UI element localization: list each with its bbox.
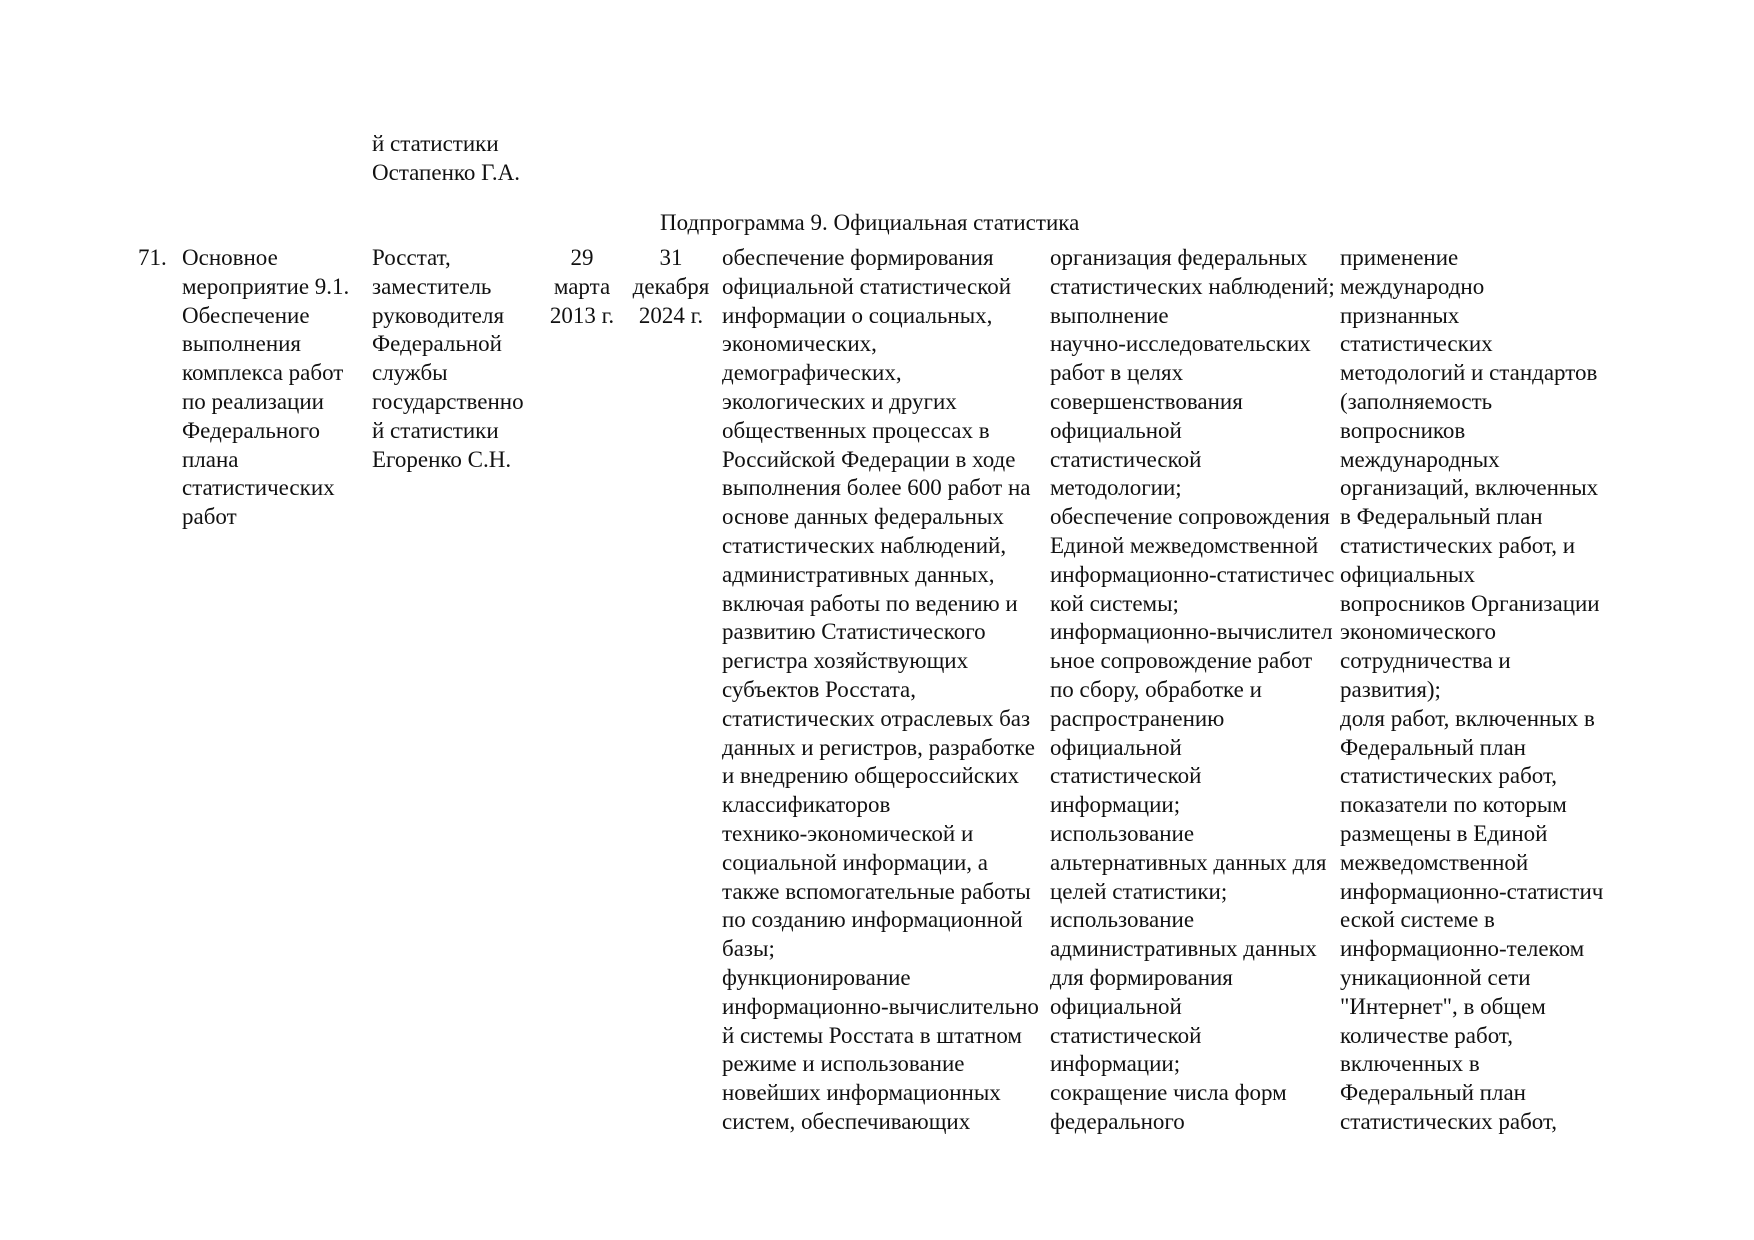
- end-date: 31 декабря 2024 г.: [632, 245, 710, 328]
- previous-row-executor-continuation: й статистики Остапенко Г.А.: [372, 131, 520, 185]
- related-indicators: применение международно признанных статистических методологий и стандартов (заполняемость вопросников международных организаций, включенных в Федеральный план статистических работ, и официальных вопросников Организации экономического сотрудничества и развития); доля работ, включенных в Федеральный план статистических работ, показатели по которым размещены в Единой межведомственной информационно-статистич еской системе в информационно-телеком уникационной сети "Интернет", в общем количестве работ, включенных в Федеральный план статистических работ,: [1340, 245, 1604, 1134]
- expected-result: обеспечение формирования официальной статистической информации о социальных, экономических, демографических, экологических и других общественных процессах в Российской Федерации в ходе выполнения более 600 работ на основе данных федеральных статистических наблюдений, административных данных, включая работы по ведению и развитию Статистического регистра хозяйствующих субъектов Росстата, статистических отраслевых баз данных и регистров, разработке и внедрению общероссийских классификаторов технико-экономической и социальной информации, а также вспомогательные работы по созданию информационной базы; функционирование информационно-вычислительно й системы Росстата в штатном режиме и использование новейших информационных систем, обеспечивающих: [722, 245, 1039, 1134]
- row-number: 71.: [138, 245, 167, 270]
- subprogram-heading: Подпрограмма 9. Официальная статистика: [660, 210, 1080, 235]
- start-date: 29 марта 2013 г.: [549, 245, 615, 328]
- activity-name: Основное мероприятие 9.1. Обеспечение выполнения комплекса работ по реализации Федерального плана статистических работ: [182, 245, 350, 530]
- responsible-executor: Росстат, заместитель руководителя Федеральной службы государственно й статистики Егоренко С.Н.: [372, 245, 524, 472]
- main-directions: организация федеральных статистических наблюдений; выполнение научно-исследовательских работ в целях совершенствования официальной статистической методологии; обеспечение сопровождения Единой межведомственной информационно-статистичес кой системы; информационно-вычислител ьное сопровождение работ по сбору, обработке и распространению официальной статистической информации; использование альтернативных данных для целей статистики; использование административных данных для формирования официальной статистической информации; сокращение числа форм федерального: [1050, 245, 1335, 1134]
